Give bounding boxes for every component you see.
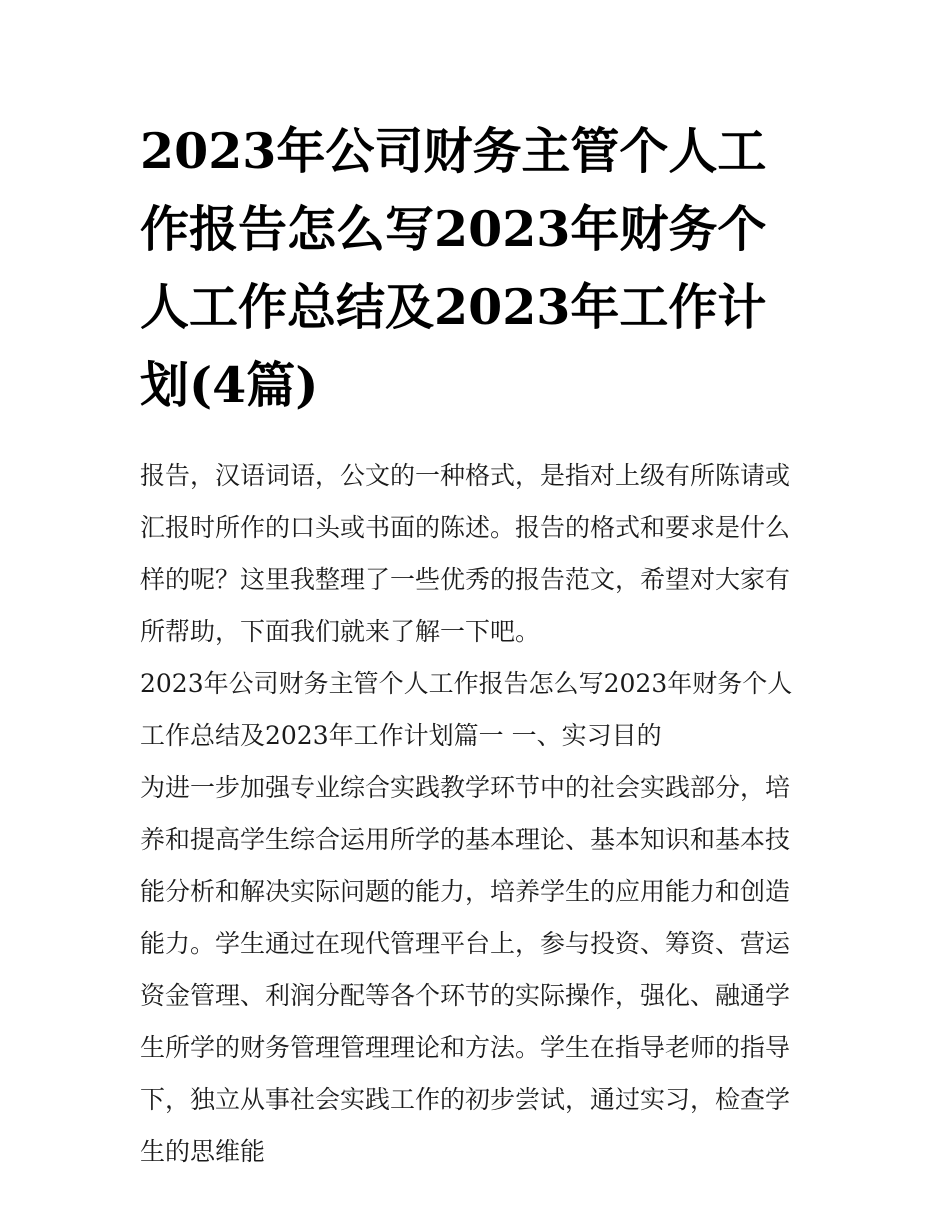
document-title: 2023年公司财务主管个人工作报告怎么写2023年财务个人工作总结及2023年工作计划(4篇) xyxy=(140,122,767,414)
document-page xyxy=(140,112,812,1178)
intro-paragraph: 报告，汉语词语，公文的一种格式，是指对上级有所陈请或汇报时所作的口头或书面的陈述。报告的格式和要求是什么样的呢？这里我整理了一些优秀的报告范文，希望对大家有所帮助，下面我们就来了解一下吧。 xyxy=(140,461,791,646)
section-heading-paragraph: 2023年公司财务主管个人工作报告怎么写2023年财务个人工作总结及2023年工作计划篇一 一、实习目的 xyxy=(140,669,793,750)
body-paragraph: 为进一步加强专业综合实践教学环节中的社会实践部分，培养和提高学生综合运用所学的基本理论、基本知识和基本技能分析和解决实际问题的能力，培养学生的应用能力和创造能力。学生通过在现代管理平台上，参与投资、筹资、营运资金管理、利润分配等各个环节的实际操作，强化、融通学生所学的财务管理管理理论和方法。学生在指导老师的指导下，独立从事社会实践工作的初步尝试，通过实习，检查学生的思维能 xyxy=(140,773,791,1166)
